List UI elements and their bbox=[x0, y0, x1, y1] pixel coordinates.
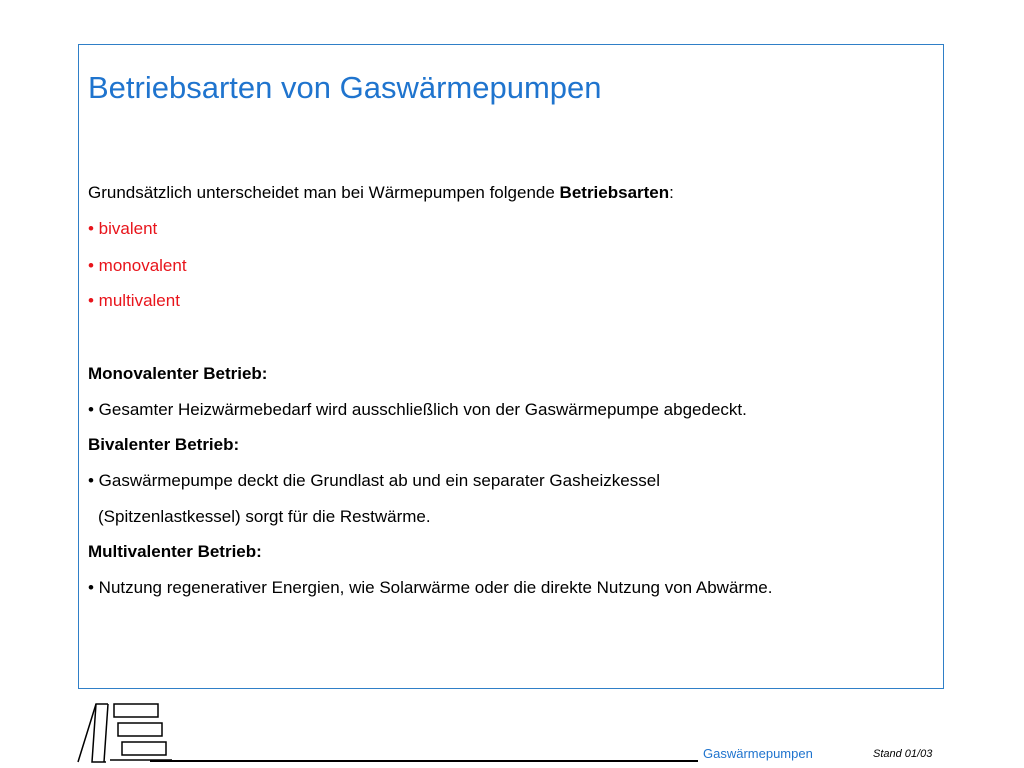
multi-heading: Multivalenter Betrieb: bbox=[88, 542, 262, 561]
company-logo-icon bbox=[74, 700, 174, 766]
bi-heading: Bivalenter Betrieb: bbox=[88, 435, 240, 454]
mode-item-bivalent: • bivalent bbox=[88, 219, 158, 238]
footer-topic: Gaswärmepumpen bbox=[703, 746, 813, 761]
mode-item-monovalent: • monovalent bbox=[88, 256, 187, 275]
mono-heading: Monovalenter Betrieb: bbox=[88, 364, 268, 383]
intro-text: Grundsätzlich unterscheidet man bei Wärmepumpen folgende bbox=[88, 183, 560, 202]
intro-bold-term: Betriebsarten bbox=[559, 183, 670, 202]
multi-text: • Nutzung regenerativer Energien, wie Solarwärme oder die direkte Nutzung von Abwärme. bbox=[88, 578, 773, 597]
footer-divider bbox=[150, 760, 698, 762]
mode-item-multivalent: • multivalent bbox=[88, 291, 180, 310]
intro-paragraph bbox=[88, 183, 674, 203]
intro-colon: : bbox=[669, 183, 674, 202]
footer-stand-date: Stand 01/03 bbox=[873, 748, 933, 760]
bi-text-line-1: • Gaswärmepumpe deckt die Grundlast ab und ein separater Gasheizkessel bbox=[88, 471, 660, 490]
bi-text-line-2: (Spitzenlastkessel) sorgt für die Restwärme. bbox=[98, 507, 431, 526]
slide-title: Betriebsarten von Gaswärmepumpen bbox=[88, 70, 602, 105]
mono-text: • Gesamter Heizwärmebedarf wird ausschließlich von der Gaswärmepumpe abgedeckt. bbox=[88, 400, 747, 419]
